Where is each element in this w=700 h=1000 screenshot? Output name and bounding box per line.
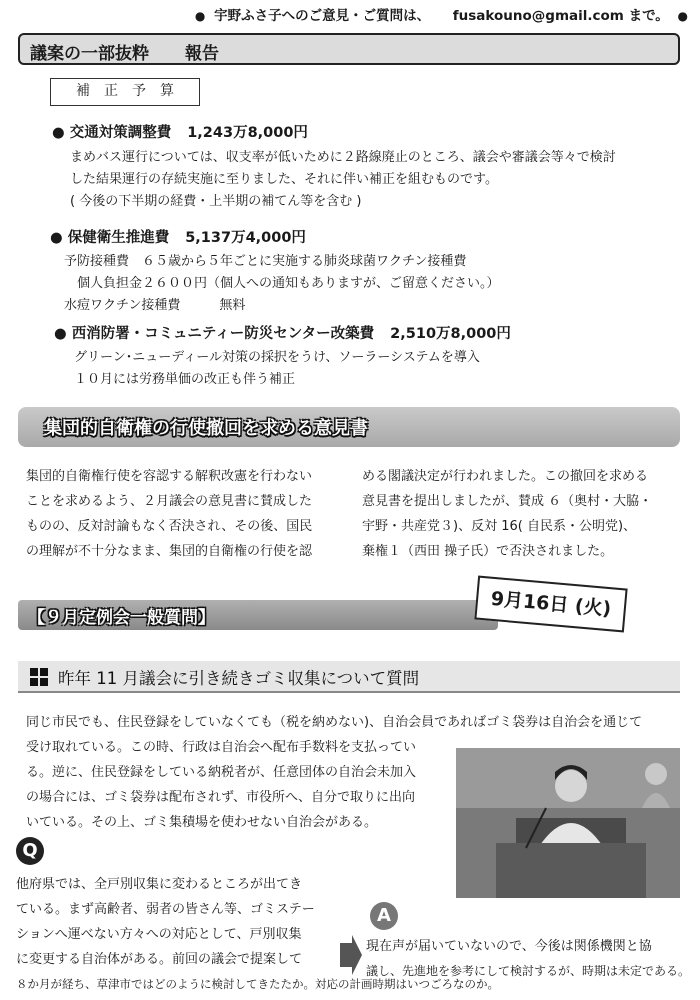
resolution-left-column: [26, 464, 346, 564]
bullet-icon: ●: [194, 9, 206, 23]
speaker-photo: [456, 748, 680, 898]
text-line: の理解が不十分なまま、集団的自衛権の行使を認: [26, 544, 313, 559]
date-tag: 9月16日 (火): [474, 576, 627, 633]
grid-square-icon: [30, 668, 48, 686]
text-line: 集団的自衛権行使を容認する解釈改憲を行わない: [26, 469, 313, 484]
item-line: 予防接種費 ６５歳から５年ごとに実施する肺炎球菌ワクチン接種費: [64, 254, 467, 269]
text-line: める閣議決定が行われました。この撤回を求める: [362, 469, 649, 484]
intro-line: る。逆に、住民登録をしている納税者が、任意団体の自治会未加入: [26, 765, 417, 780]
question-q-icon: Q: [16, 837, 44, 865]
item-line: まめバス運行については、収支率が低いために２路線廃止のところ、議会や審議会等々で検討: [70, 150, 616, 165]
intro-line: いている。その上、ゴミ集積場を使わせない自治会がある。: [26, 815, 378, 830]
contact-line: [191, 4, 692, 24]
text-line: 宇野・共産党３)、反対 16( 自民系・公明党)、: [362, 519, 637, 534]
section-title-right: 報告: [185, 44, 219, 64]
question-line: ている。まず高齢者、弱者の皆さん等、ゴミステー: [16, 902, 315, 917]
text-line: ことを求めるよう、２月議会の意見書に賛成した: [26, 494, 313, 509]
banner-title: 集団的自衛権の行使撤回を求める意見書: [44, 418, 368, 439]
answer-a-icon: A: [370, 902, 398, 930]
item-line: ( 今後の下半期の経費・上半期の補てん等を含む ): [70, 194, 362, 209]
item-amount: 1,243万8,000円: [187, 125, 308, 141]
item-amount: 5,137万4,000円: [185, 230, 306, 246]
question-line: に変更する自治体がある。前回の議会で提案して: [16, 952, 303, 967]
item-amount: 2,510万8,000円: [390, 326, 511, 342]
resolution-right-column: [362, 464, 682, 564]
item-title: [54, 322, 511, 343]
question-line: ８か月が経ち、草津市ではどのように検討してきたたか。対応の計画時期はいつごろなのか。: [16, 977, 499, 991]
contact-suffix: まで。: [628, 8, 669, 24]
subheader-title: 昨年 11 月議会に引き続きゴミ収集について質問: [58, 669, 420, 688]
question-line: 他府県では、全戸別収集に変わるところが出てき: [16, 877, 303, 892]
section-title: 議案の一部抜粋: [30, 44, 149, 64]
question-line: ションへ運べない方々への対応として、戸別収集: [16, 927, 302, 942]
arrow-right-icon: [340, 935, 362, 975]
item-name: ● 保健衛生推進費: [50, 230, 170, 246]
item-line: グリーン･ニューディール対策の採択をうけ、ソーラーシステムを導入: [74, 350, 480, 365]
section-banner-general-question: [18, 600, 498, 630]
section-banner-resolution: [18, 407, 680, 447]
email-link[interactable]: fusakouno@gmail.com: [452, 8, 624, 24]
section-header-bills: [18, 33, 680, 65]
text-line: 意見書を提出しましたが、賛成 ６（奥村・大脇・: [362, 494, 653, 509]
item-line: 水痘ワクチン接種費 無料: [64, 298, 246, 313]
banner-title: 【９月定例会一般質問】: [28, 608, 215, 628]
bullet-icon: ●: [677, 9, 688, 23]
item-title: [52, 121, 308, 142]
item-line: １０月には労務単価の改正も伴う補正: [74, 372, 296, 387]
contact-text: 宇野ふさ子へのご意見・ご質問は、: [214, 8, 431, 24]
intro-line: 受け取れている。この時、行政は自治会へ配布手数料を支払ってい: [26, 740, 417, 755]
item-line: 個人負担金２６００円（個人への通知もありますが、ご留意ください。）: [64, 276, 500, 291]
intro-line: の場合には、ゴミ袋券は配布されず、市役所へ、自分で取りに出向: [26, 790, 415, 805]
answer-line: 議し、先進地を参考にして検討するが、時期は未定である。: [366, 964, 691, 978]
text-line: 棄権１（西田 操子氏）で否決されました。: [362, 544, 614, 559]
text-line: ものの、反対討論もなく否決され、その後、国民: [26, 519, 313, 534]
item-name: ● 交通対策調整費: [52, 125, 172, 141]
budget-label-box: 補正予算: [50, 78, 200, 106]
intro-line: 同じ市民でも、住民登録をしていなくても（税を納めない)、自治会員であればゴミ袋券は自治会を通じて: [26, 715, 643, 730]
question-subheader: [18, 661, 680, 693]
item-line: した結果運行の存続実施に至りました、それに伴い補正を組むものです。: [70, 172, 498, 187]
item-name: ● 西消防署・コミュニティー防災センター改築費: [54, 326, 375, 342]
item-title: [50, 226, 306, 247]
answer-line: 現在声が届いていないので、今後は関係機関と協: [366, 939, 652, 954]
